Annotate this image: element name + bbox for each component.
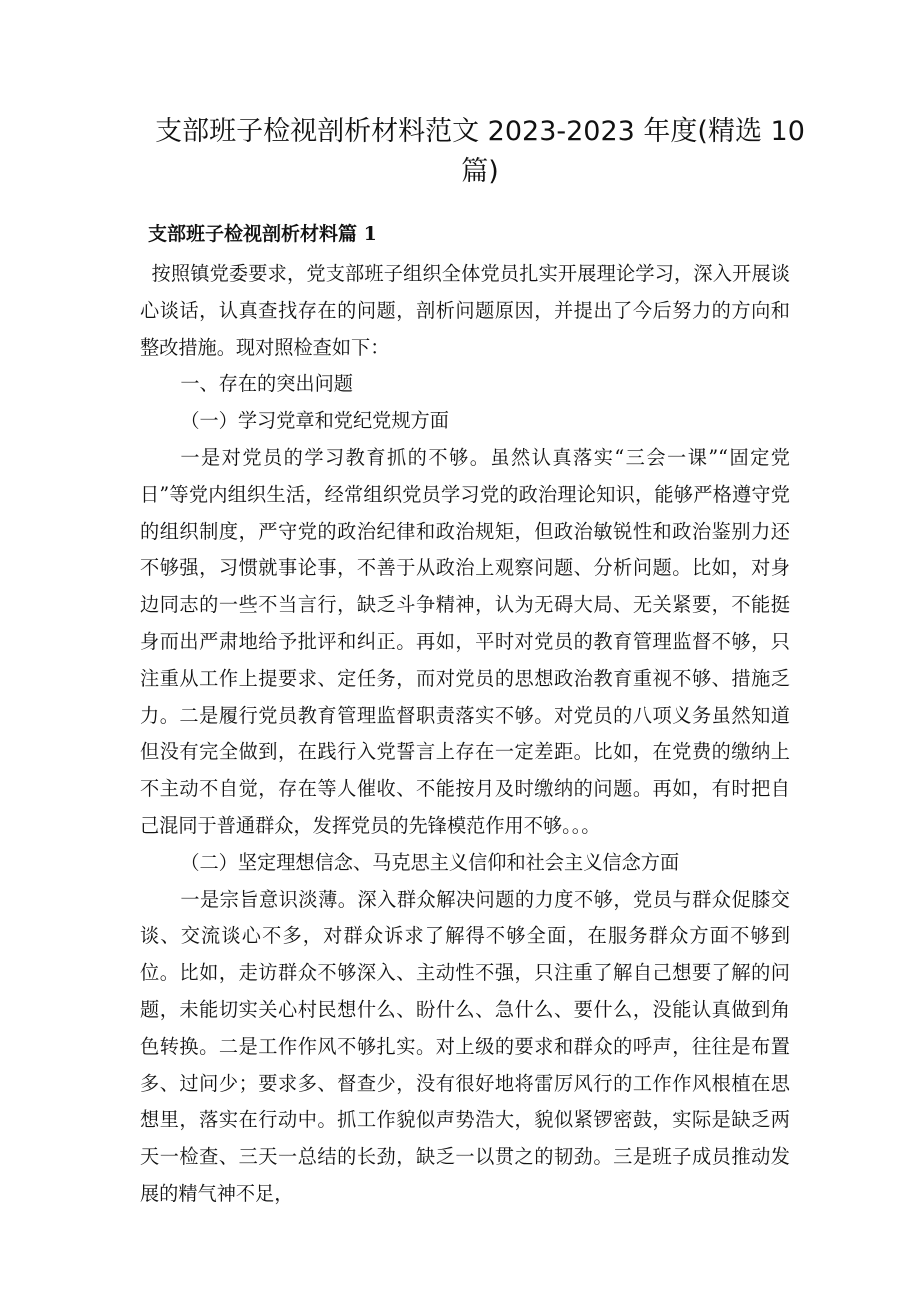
subheading-party-rules: （一）学习党章和党纪党规方面 [180, 409, 449, 433]
paragraph-party-rules: 一是对党员的学习教育抓的不够。虽然认真落实“三会一课”“固定党日”等党内组织生活，经常组织党员学习党的政治理论知识，能够严格遵守党的组织制度，严守党的政治纪律和政治规矩，但政治敏锐性和政治鉴别力还不够强，习惯就事论事，不善于从政治上观察问题、分析问题。比如，对身边同志的一些不当言行，缺乏斗争精神，认为无碍大局、无关紧要，不能挺身而出严肃地给予批评和纠正。再如，平时对党员的教育管理监督不够，只注重从工作上提要求、定任务，而对党员的思想政治教育重视不够、措施乏力。二是履行党员教育管理监督职责落实不够。对党员的八项义务虽然知道但没有完全做到，在践行入党誓言上存在一定差距。比如，在党费的缴纳上不主动不自觉，存在等人催收、不能按月及时缴纳的问题。再如，有时把自己混同于普通群众，发挥党员的先锋模范作用不够。。。 [140, 445, 790, 837]
heading-problems: 一、存在的突出问题 [180, 372, 353, 396]
paragraph-intro: 按照镇党委要求，党支部班子组织全体党员扎实开展理论学习，深入开展谈心谈话，认真查找存在的问题，剖析问题原因，并提出了今后努力的方向和整改措施。现对照检查如下： [140, 262, 790, 359]
document-body [140, 256, 790, 1213]
subheading-ideals: （二）坚定理想信念、马克思主义信仰和社会主义信念方面 [180, 850, 680, 874]
section-heading: 支部班子检视剖析材料篇 1 [148, 223, 377, 245]
paragraph-ideals: 一是宗旨意识淡薄。深入群众解决问题的力度不够，党员与群众促膝交谈、交流谈心不多，对群众诉求了解得不够全面，在服务群众方面不够到位。比如，走访群众不够深入、主动性不强，只注重了解自己想要了解的问题，未能切实关心村民想什么、盼什么、急什么、要什么，没能认真做到角色转换。二是工作作风不够扎实。对上级的要求和群众的呼声，往往是布置多、过问少；要求多、督查少，没有很好地将雷厉风行的工作作风根植在思想里，落实在行动中。抓工作貌似声势浩大，貌似紧锣密鼓，实际是缺乏两天一检查、三天一总结的长劲，缺乏一以贯之的韧劲。三是班子成员推动发展的精气神不足， [140, 887, 790, 1205]
document-title: 支部班子检视剖析材料范文 2023-2023 年度(精选 10 篇) [155, 116, 805, 187]
